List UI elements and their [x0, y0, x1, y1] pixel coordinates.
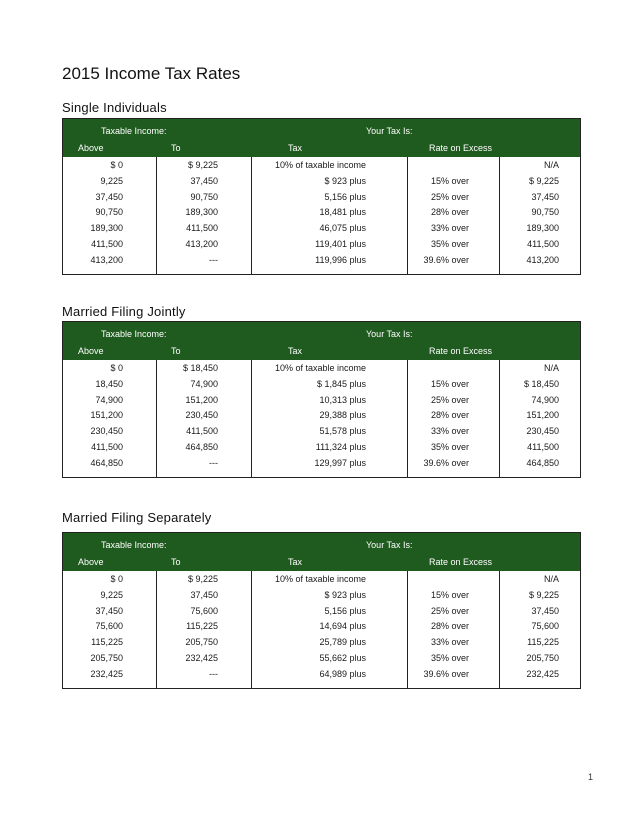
- cell-tax: $ 1,845 plus: [316, 378, 366, 389]
- tax-table-separate: [62, 532, 581, 689]
- table-row: [63, 394, 580, 410]
- tax-table-single: [62, 118, 581, 275]
- header-tax: Tax: [288, 143, 303, 153]
- header-your-tax-is: Your Tax Is:: [366, 126, 413, 136]
- cell-rate: 25% over: [430, 605, 469, 616]
- cell-above: 115,225: [91, 637, 123, 648]
- cell-above: 151,200: [90, 410, 123, 421]
- cell-rate: 15% over: [430, 378, 469, 389]
- cell-to: ---: [209, 668, 218, 679]
- cell-above: 464,850: [90, 457, 123, 468]
- header-above: Above: [78, 346, 104, 356]
- table-row: [63, 238, 580, 254]
- cell-excess: N/A: [543, 363, 559, 373]
- table-row: [63, 206, 580, 222]
- cell-tax: 10% of taxable income: [274, 363, 366, 373]
- table-header: [63, 119, 580, 157]
- cell-excess: 232,425: [526, 668, 559, 679]
- cell-tax: 5,156 plus: [324, 605, 366, 616]
- cell-excess: $ 9,225: [528, 175, 559, 186]
- cell-to: 189,300: [185, 207, 218, 218]
- cell-above: 230,450: [90, 426, 123, 437]
- cell-to: 411,500: [186, 223, 218, 234]
- cell-excess: 230,450: [526, 426, 559, 437]
- cell-rate: 15% over: [430, 175, 469, 186]
- cell-above: 205,750: [90, 652, 123, 663]
- cell-to: ---: [209, 457, 218, 468]
- cell-excess: 90,750: [531, 207, 559, 218]
- cell-rate: 39.6% over: [423, 668, 469, 679]
- cell-to: 74,900: [190, 378, 218, 389]
- cell-rate: 28% over: [430, 410, 469, 421]
- cell-to: 464,850: [185, 441, 218, 452]
- header-taxable-income: Taxable Income:: [101, 540, 167, 550]
- cell-to: 205,750: [185, 637, 218, 648]
- header-above: Above: [78, 143, 104, 153]
- cell-above: 90,750: [95, 207, 123, 218]
- cell-tax: 29,388 plus: [319, 410, 366, 421]
- cell-tax: 10,313 plus: [319, 394, 366, 405]
- header-to: To: [171, 557, 181, 567]
- page-title: 2015 Income Tax Rates: [62, 64, 241, 83]
- cell-excess: 205,750: [526, 652, 559, 663]
- tax-table-joint: [62, 321, 581, 478]
- table-row: [63, 409, 580, 425]
- table-header: [63, 533, 580, 571]
- cell-excess: 464,850: [526, 457, 559, 468]
- cell-to: $ 9,225: [187, 160, 218, 170]
- table-row: [63, 441, 580, 457]
- cell-excess: 413,200: [526, 254, 559, 265]
- cell-excess: N/A: [543, 160, 559, 170]
- cell-above: 232,425: [90, 668, 123, 679]
- cell-above: $ 0: [110, 363, 123, 373]
- cell-above: 18,450: [95, 378, 123, 389]
- cell-excess: 37,450: [531, 605, 559, 616]
- cell-excess: 411,500: [527, 238, 559, 249]
- cell-tax: 18,481 plus: [319, 207, 366, 218]
- cell-tax: 14,694 plus: [319, 621, 366, 632]
- cell-tax: 46,075 plus: [319, 223, 366, 234]
- cell-excess: 115,225: [527, 637, 559, 648]
- cell-to: 230,450: [185, 410, 218, 421]
- table-body: [63, 157, 580, 274]
- header-tax: Tax: [288, 346, 303, 356]
- cell-to: 115,225: [186, 621, 218, 632]
- cell-above: 74,900: [95, 394, 123, 405]
- header-taxable-income: Taxable Income:: [101, 126, 167, 136]
- cell-to: 37,450: [190, 175, 218, 186]
- table-row: [63, 668, 580, 684]
- table-row: [63, 605, 580, 621]
- cell-excess: $ 9,225: [528, 589, 559, 600]
- table-row: [63, 175, 580, 191]
- cell-rate: 15% over: [430, 589, 469, 600]
- cell-tax: 64,989 plus: [319, 668, 366, 679]
- table-row: [63, 589, 580, 605]
- page-number: 1: [588, 772, 594, 782]
- header-to: To: [171, 346, 181, 356]
- cell-excess: $ 18,450: [523, 378, 559, 389]
- cell-rate: 39.6% over: [423, 254, 469, 265]
- cell-rate: 33% over: [430, 223, 469, 234]
- cell-tax: 119,401 plus: [315, 238, 366, 249]
- header-above: Above: [78, 557, 104, 567]
- table-row: [63, 254, 580, 270]
- cell-above: 411,500: [91, 238, 123, 249]
- cell-rate: 35% over: [430, 238, 469, 249]
- cell-rate: 25% over: [430, 394, 469, 405]
- table-body: [63, 571, 580, 688]
- cell-to: 413,200: [185, 238, 218, 249]
- table-header: [63, 322, 580, 360]
- cell-to: 151,200: [185, 394, 218, 405]
- table-row: [63, 652, 580, 668]
- cell-rate: 33% over: [430, 637, 469, 648]
- cell-to: $ 9,225: [187, 574, 218, 584]
- table-row: [63, 620, 580, 636]
- cell-to: 75,600: [190, 605, 218, 616]
- cell-excess: 151,200: [526, 410, 559, 421]
- header-rate-on-excess: Rate on Excess: [429, 557, 493, 567]
- cell-tax: $ 923 plus: [324, 175, 366, 186]
- header-rate-on-excess: Rate on Excess: [429, 346, 493, 356]
- header-your-tax-is: Your Tax Is:: [366, 329, 413, 339]
- cell-above: $ 0: [110, 160, 123, 170]
- table-row: [63, 362, 580, 378]
- cell-to: ---: [209, 254, 218, 265]
- cell-to: 37,450: [190, 589, 218, 600]
- cell-to: $ 18,450: [182, 363, 218, 373]
- cell-tax: $ 923 plus: [324, 589, 366, 600]
- cell-to: 90,750: [190, 191, 218, 202]
- cell-tax: 51,578 plus: [319, 426, 366, 437]
- table-row: [63, 425, 580, 441]
- section-title-single: Single Individuals: [62, 100, 167, 115]
- table-row: [63, 636, 580, 652]
- table-row: [63, 191, 580, 207]
- cell-above: 189,300: [90, 223, 123, 234]
- cell-rate: 35% over: [430, 652, 469, 663]
- cell-above: 37,450: [95, 191, 123, 202]
- cell-above: 411,500: [91, 441, 123, 452]
- cell-excess: 75,600: [531, 621, 559, 632]
- section-title-joint: Married Filing Jointly: [62, 304, 186, 319]
- cell-excess: 411,500: [527, 441, 559, 452]
- cell-tax: 129,997 plus: [314, 457, 366, 468]
- cell-tax: 5,156 plus: [324, 191, 366, 202]
- cell-rate: 33% over: [430, 426, 469, 437]
- cell-rate: 39.6% over: [423, 457, 469, 468]
- cell-above: $ 0: [110, 574, 123, 584]
- table-row: [63, 457, 580, 473]
- cell-to: 232,425: [185, 652, 218, 663]
- cell-above: 9,225: [100, 589, 123, 600]
- cell-rate: 28% over: [430, 207, 469, 218]
- cell-rate: 28% over: [430, 621, 469, 632]
- cell-excess: N/A: [543, 574, 559, 584]
- cell-above: 9,225: [100, 175, 123, 186]
- cell-rate: 35% over: [430, 441, 469, 452]
- table-body: [63, 360, 580, 477]
- cell-above: 37,450: [95, 605, 123, 616]
- header-your-tax-is: Your Tax Is:: [366, 540, 413, 550]
- cell-rate: 25% over: [430, 191, 469, 202]
- header-tax: Tax: [288, 557, 303, 567]
- header-to: To: [171, 143, 181, 153]
- cell-tax: 119,996 plus: [315, 254, 366, 265]
- cell-tax: 55,662 plus: [319, 652, 366, 663]
- cell-excess: 37,450: [531, 191, 559, 202]
- cell-to: 411,500: [186, 426, 218, 437]
- table-row: [63, 573, 580, 589]
- cell-tax: 10% of taxable income: [274, 160, 366, 170]
- cell-tax: 111,324 plus: [315, 441, 366, 452]
- table-row: [63, 159, 580, 175]
- cell-above: 75,600: [95, 621, 123, 632]
- header-rate-on-excess: Rate on Excess: [429, 143, 493, 153]
- cell-above: 413,200: [90, 254, 123, 265]
- cell-excess: 74,900: [531, 394, 559, 405]
- table-row: [63, 378, 580, 394]
- cell-tax: 10% of taxable income: [274, 574, 366, 584]
- table-row: [63, 222, 580, 238]
- cell-excess: 189,300: [526, 223, 559, 234]
- header-taxable-income: Taxable Income:: [101, 329, 167, 339]
- section-title-separate: Married Filing Separately: [62, 510, 212, 525]
- cell-tax: 25,789 plus: [319, 637, 366, 648]
